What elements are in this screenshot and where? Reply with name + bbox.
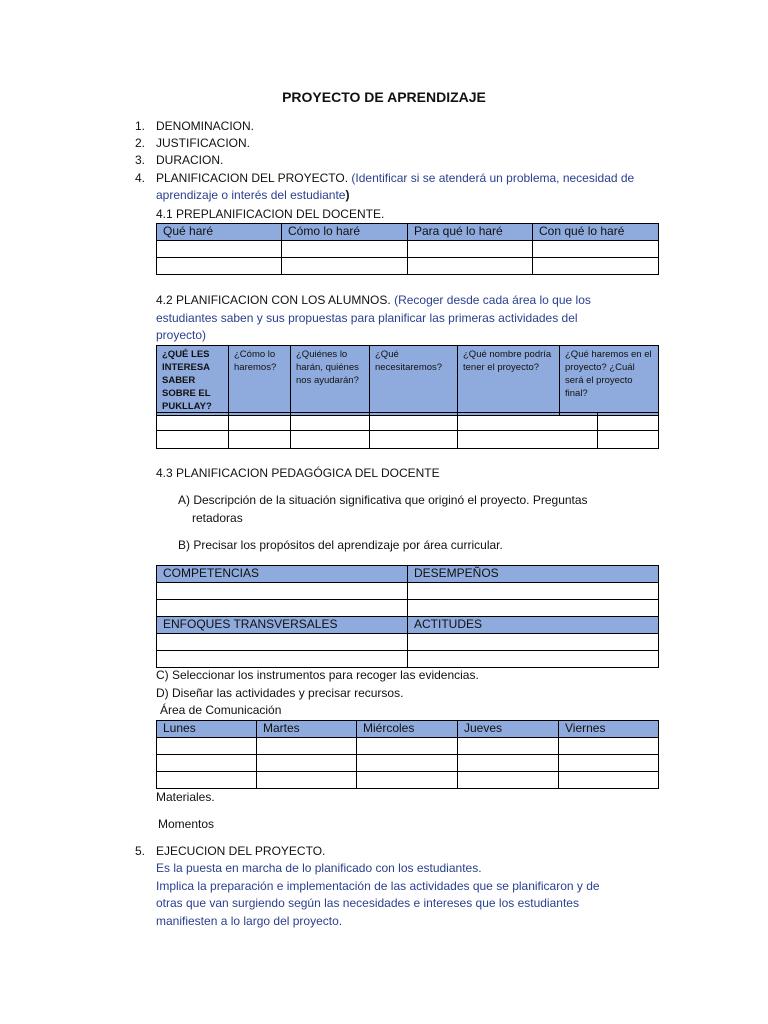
table-cell[interactable] xyxy=(408,241,533,258)
section-denominacion: DENOMINACION. xyxy=(156,119,255,133)
table-cell[interactable] xyxy=(157,413,229,431)
item-b: B) Precisar los propósitos del aprendizaje por área curricular. xyxy=(178,538,503,552)
table-cell[interactable] xyxy=(157,738,257,755)
table-cell[interactable] xyxy=(408,634,659,651)
table-cell[interactable] xyxy=(408,600,659,617)
table-cell[interactable] xyxy=(559,755,659,772)
table-header: ENFOQUES TRANSVERSALES xyxy=(157,617,408,634)
table-header: ¿Qué necesitaremos? xyxy=(370,346,458,416)
subheading-4-2-note: (Recoger desde cada área lo que los xyxy=(394,293,591,307)
table-row xyxy=(157,738,659,755)
table-header: Miércoles xyxy=(357,721,458,738)
table-cell[interactable] xyxy=(370,413,458,431)
table-row xyxy=(157,600,659,617)
subheading-4-1: 4.1 PREPLANIFICACION DEL DOCENTE. xyxy=(156,207,385,221)
table-header: Viernes xyxy=(559,721,659,738)
table-cell[interactable] xyxy=(157,431,229,449)
subheading-4-2: 4.2 PLANIFICACION CON LOS ALUMNOS. xyxy=(156,293,391,307)
preplanificacion-table xyxy=(156,223,659,275)
table-header: Cómo lo haré xyxy=(282,224,408,241)
item-d: D) Diseñar las actividades y precisar recursos. xyxy=(156,686,404,700)
table-cell[interactable] xyxy=(157,258,282,275)
table-cell[interactable] xyxy=(157,600,408,617)
table-cell[interactable] xyxy=(157,651,408,668)
table-header: ¿QUÉ LES INTERESA SABER SOBRE EL PUKLLAY? xyxy=(157,346,229,416)
ejecucion-text-1: Es la puesta en marcha de lo planificado con los estudiantes. xyxy=(156,861,482,875)
momentos-label: Momentos xyxy=(158,817,215,831)
page-title: PROYECTO DE APRENDIZAJE xyxy=(282,89,486,105)
table-cell[interactable] xyxy=(282,241,408,258)
table-cell[interactable] xyxy=(408,258,533,275)
subheading-4-3: 4.3 PLANIFICACION PEDAGÓGICA DEL DOCENTE xyxy=(156,466,440,480)
section-planificacion-note: (Identificar si se atenderá un problema, necesidad de xyxy=(351,171,635,185)
table-cell[interactable] xyxy=(458,772,559,789)
ejecucion-text-4: manifiesten a lo largo del proyecto. xyxy=(156,914,343,928)
table-header: Lunes xyxy=(157,721,257,738)
list-number: 3. xyxy=(134,153,145,167)
table-row xyxy=(157,651,659,668)
table-cell[interactable] xyxy=(598,413,659,431)
table-row xyxy=(157,431,659,449)
table-header: ¿Cómo lo haremos? xyxy=(229,346,291,416)
list-number: 5. xyxy=(134,844,145,858)
table-header: Con qué lo haré xyxy=(533,224,659,241)
table-cell[interactable] xyxy=(257,755,357,772)
table-cell[interactable] xyxy=(229,431,291,449)
table-cell[interactable] xyxy=(598,431,659,449)
table-cell[interactable] xyxy=(408,583,659,600)
planificacion-alumnos-table xyxy=(156,345,659,416)
table-cell[interactable] xyxy=(357,755,458,772)
table-cell[interactable] xyxy=(157,755,257,772)
table-cell[interactable] xyxy=(257,738,357,755)
table-header: Jueves xyxy=(458,721,559,738)
table-cell[interactable] xyxy=(458,738,559,755)
list-number: 1. xyxy=(134,119,145,133)
section-ejecucion: EJECUCION DEL PROYECTO. xyxy=(156,844,326,858)
table-row xyxy=(157,258,659,275)
table-cell[interactable] xyxy=(458,755,559,772)
table-header: Martes xyxy=(257,721,357,738)
table-cell[interactable] xyxy=(157,241,282,258)
table-header: Para qué lo haré xyxy=(408,224,533,241)
table-header: ¿Qué nombre podría tener el proyecto? xyxy=(458,346,560,416)
planificacion-alumnos-body xyxy=(156,412,659,449)
area-label: Área de Comunicación xyxy=(160,703,282,717)
table-cell[interactable] xyxy=(157,583,408,600)
materiales-label: Materiales. xyxy=(156,790,215,804)
list-number: 2. xyxy=(134,136,145,150)
table-cell[interactable] xyxy=(370,431,458,449)
table-cell[interactable] xyxy=(157,772,257,789)
closing-paren: ) xyxy=(345,188,350,202)
table-row xyxy=(157,241,659,258)
section-planificacion-note-2: aprendizaje o interés del estudiante xyxy=(156,188,346,202)
table-cell[interactable] xyxy=(559,738,659,755)
table-row xyxy=(157,634,659,651)
propositos-table xyxy=(156,565,659,668)
table-header: ¿Quiénes lo harán, quiénes nos ayudarán? xyxy=(291,346,370,416)
table-row xyxy=(157,755,659,772)
table-cell[interactable] xyxy=(157,634,408,651)
table-header: DESEMPEÑOS xyxy=(408,566,659,583)
table-header: ¿Qué haremos en el proyecto? ¿Cuál será el proyecto final? xyxy=(560,346,659,416)
table-cell[interactable] xyxy=(533,241,659,258)
table-cell[interactable] xyxy=(291,413,370,431)
table-cell[interactable] xyxy=(357,738,458,755)
item-a: A) Descripción de la situación significativa que originó el proyecto. Preguntas xyxy=(178,493,588,507)
table-header: ACTITUDES xyxy=(408,617,659,634)
section-justificacion: JUSTIFICACION. xyxy=(156,136,251,150)
table-row xyxy=(157,772,659,789)
table-cell[interactable] xyxy=(458,431,598,449)
subheading-4-2-note-2: estudiantes saben y sus propuestas para planificar las primeras actividades del xyxy=(156,311,578,325)
section-duracion: DURACION. xyxy=(156,153,224,167)
list-number: 4. xyxy=(134,171,145,185)
table-row xyxy=(157,583,659,600)
table-cell[interactable] xyxy=(408,651,659,668)
table-cell[interactable] xyxy=(282,258,408,275)
table-cell[interactable] xyxy=(257,772,357,789)
table-cell[interactable] xyxy=(458,413,598,431)
table-cell[interactable] xyxy=(291,431,370,449)
actividades-table xyxy=(156,720,659,789)
table-cell[interactable] xyxy=(229,413,291,431)
table-cell[interactable] xyxy=(559,772,659,789)
table-header: COMPETENCIAS xyxy=(157,566,408,583)
item-a-cont: retadoras xyxy=(192,511,243,525)
subheading-4-2-note-3: proyecto) xyxy=(156,328,207,342)
item-c: C) Seleccionar los instrumentos para recoger las evidencias. xyxy=(156,668,479,682)
ejecucion-text-3: otras que van surgiendo según las necesidades e intereses que los estudiantes xyxy=(156,896,579,910)
section-planificacion: PLANIFICACION DEL PROYECTO. xyxy=(156,171,349,185)
table-header: Qué haré xyxy=(157,224,282,241)
table-row xyxy=(157,413,659,431)
ejecucion-text-2: Implica la preparación e implementación de las actividades que se planificaron y de xyxy=(156,879,600,893)
table-cell[interactable] xyxy=(533,258,659,275)
table-cell[interactable] xyxy=(357,772,458,789)
